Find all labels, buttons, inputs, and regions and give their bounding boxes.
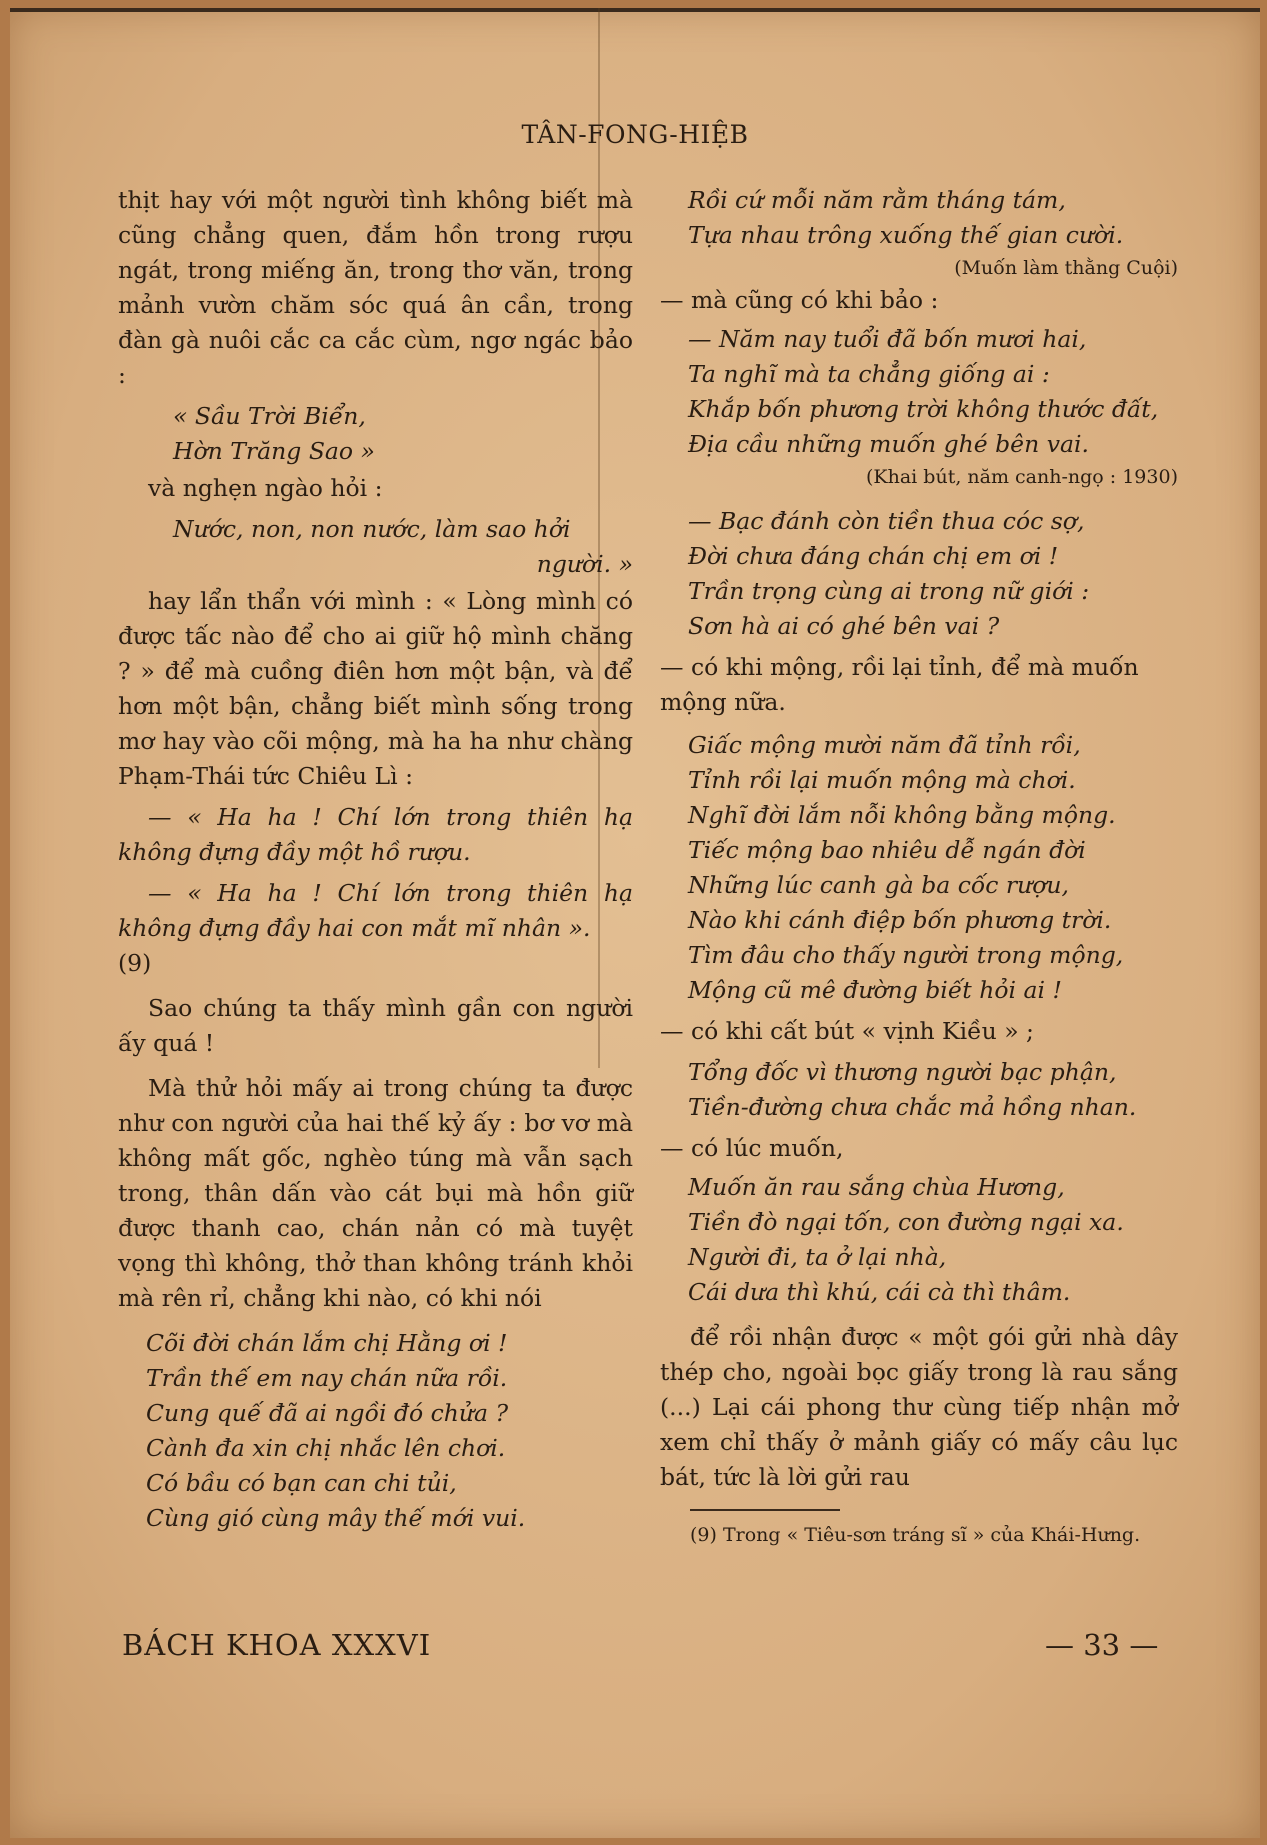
verse-line: Muốn ăn rau sắng chùa Hương, [688, 1173, 1065, 1201]
paragraph: — có lúc muốn, [660, 1134, 844, 1162]
verse-line: Sơn hà ai có ghé bên vai ? [688, 612, 1000, 640]
poem [660, 504, 1178, 644]
verse-line: — Năm nay tuổi đã bốn mươi hai, [688, 325, 1087, 353]
verse-line: Khắp bốn phương trời không thước đất, [688, 395, 1159, 423]
quote-line: — « Ha ha ! Chí lớn trong thiên hạ không đựng đầy một hồ rượu. [118, 803, 633, 866]
verse-line: Tổng đốc vì thương người bạc phận, [688, 1058, 1117, 1086]
verse-line: Người đi, ta ở lại nhà, [688, 1243, 947, 1271]
verse-line: Hờn Trăng Sao » [173, 437, 375, 465]
document-page [10, 8, 1260, 1838]
running-header: TÂN-FONG-HIỆB [521, 120, 749, 149]
page-number: — 33 — [1045, 1628, 1159, 1662]
paragraph: thịt hay với một người tình không biết mà cũng chẳng quen, đắm hồn trong rượu ngát, trong miếng ăn, trong thơ văn, trong mảnh vườn chăm sóc quá ân cần, trong đàn gà nuôi cắc ca cắc cùm, ngơ ngác bảo : [118, 186, 633, 389]
verse-line: « Sầu Trời Biển, [173, 402, 366, 430]
footnote-ref: (9) [118, 949, 152, 977]
paragraph: và nghẹn ngào hỏi : [148, 474, 383, 502]
poem [660, 728, 1178, 1008]
verse-line: Cung quế đã ai ngồi đó chửa ? [146, 1399, 509, 1427]
poem [660, 183, 1178, 253]
verse-line: Cành đa xin chị nhắc lên chơi. [146, 1434, 506, 1462]
citation: (Khai bút, năm canh-ngọ : 1930) [866, 466, 1178, 488]
citation: (Muốn làm thằng Cuội) [954, 257, 1178, 279]
verse-line: Tỉnh rồi lại muốn mộng mà chơi. [688, 766, 1076, 794]
poem [660, 322, 1178, 462]
verse-line: Những lúc canh gà ba cốc rượu, [688, 871, 1070, 899]
paragraph: — có khi cất bút « vịnh Kiều » ; [660, 1017, 1034, 1045]
right-column [660, 183, 1178, 1549]
verse-line: — Bạc đánh còn tiền thua cóc sợ, [688, 507, 1085, 535]
verse-line: Đời chưa đáng chán chị em ơi ! [688, 542, 1059, 570]
verse-line: Cõi đời chán lắm chị Hằng ơi ! [146, 1329, 508, 1357]
paragraph: — mà cũng có khi bảo : [660, 286, 939, 314]
verse-line: Giấc mộng mười năm đã tỉnh rồi, [688, 731, 1081, 759]
poem [118, 1326, 633, 1536]
footnote: (9) Trong « Tiêu-sơn tráng sĩ » của Khái-Hưng. [690, 1524, 1141, 1546]
paragraph: — có khi mộng, rồi lại tỉnh, để mà muốn [660, 653, 1139, 681]
magazine-footer: BÁCH KHOA XXXVI [122, 1628, 432, 1662]
paragraph: mộng nữa. [660, 688, 786, 716]
left-column [118, 183, 633, 1536]
verse-line: Trần thế em nay chán nữa rồi. [146, 1364, 508, 1392]
verse-line: Nước, non, non nước, làm sao hởi [173, 515, 571, 543]
verse-line: Địa cầu những muốn ghé bên vai. [688, 430, 1089, 458]
verse-line: người. » [536, 550, 633, 578]
quote-verse [118, 399, 633, 469]
verse-line: Tìm đâu cho thấy người trong mộng, [688, 941, 1124, 969]
verse-line: Tiền-đường chưa chắc mả hồng nhan. [688, 1093, 1137, 1121]
verse-line: Cái dưa thì khú, cái cà thì thâm. [688, 1278, 1071, 1306]
verse-line: Ta nghĩ mà ta chẳng giống ai : [688, 360, 1050, 388]
verse-line: Có bầu có bạn can chi tủi, [146, 1469, 457, 1497]
verse-line: Rồi cứ mỗi năm rằm tháng tám, [688, 186, 1066, 214]
verse-line: Nào khi cánh điệp bốn phương trời. [688, 906, 1112, 934]
verse-line: Mộng cũ mê đường biết hỏi ai ! [688, 976, 1062, 1004]
quote-line: — « Ha ha ! Chí lớn trong thiên hạ không đựng đầy hai con mắt mĩ nhân ». [118, 879, 633, 942]
paragraph: Sao chúng ta thấy mình gần con người ấy quá ! [118, 994, 633, 1057]
poem [660, 1055, 1178, 1125]
verse-line: Tiếc mộng bao nhiêu dễ ngán đời [688, 836, 1086, 864]
verse-line: Cùng gió cùng mây thế mới vui. [146, 1504, 526, 1532]
top-rule [10, 8, 1260, 12]
poem [660, 1170, 1178, 1310]
quote-verse [118, 512, 633, 582]
verse-line: Nghĩ đời lắm nỗi không bằng mộng. [688, 801, 1116, 829]
paragraph: hay lẩn thẩn với mình : « Lòng mình có được tấc nào để cho ai giữ hộ mình chăng ? » để mà cuồng điên hơn một bận, và để hơn một bận, chẳng biết mình sống trong mơ hay vào cõi mộng, mà ha ha như chàng Phạm-Thái tức Chiêu Lì : [118, 587, 633, 790]
verse-line: Tiền đò ngại tốn, con đường ngại xa. [688, 1208, 1124, 1236]
paragraph: Mà thử hỏi mấy ai trong chúng ta được như con người của hai thế kỷ ấy : bơ vơ mà không mất gốc, nghèo túng mà vẫn sạch trong, thân dấn vào cát bụi mà hồn giữ được thanh cao, chán nản có mà tuyệt vọng thì không, thở than không tránh khỏi mà rên rỉ, chẳng khi nào, có khi nói [118, 1074, 633, 1312]
verse-line: Tựa nhau trông xuống thế gian cười. [688, 221, 1124, 249]
footnote-rule [690, 1509, 840, 1511]
verse-line: Trần trọng cùng ai trong nữ giới : [688, 577, 1090, 605]
paragraph: để rồi nhận được « một gói gửi nhà dây thép cho, ngoài bọc giấy trong là rau sắng (...) Lại cái phong thư cùng tiếp nhận mở xem chỉ thấy ở mảnh giấy có mấy câu lục bát, tức là lời gửi rau [660, 1323, 1178, 1491]
